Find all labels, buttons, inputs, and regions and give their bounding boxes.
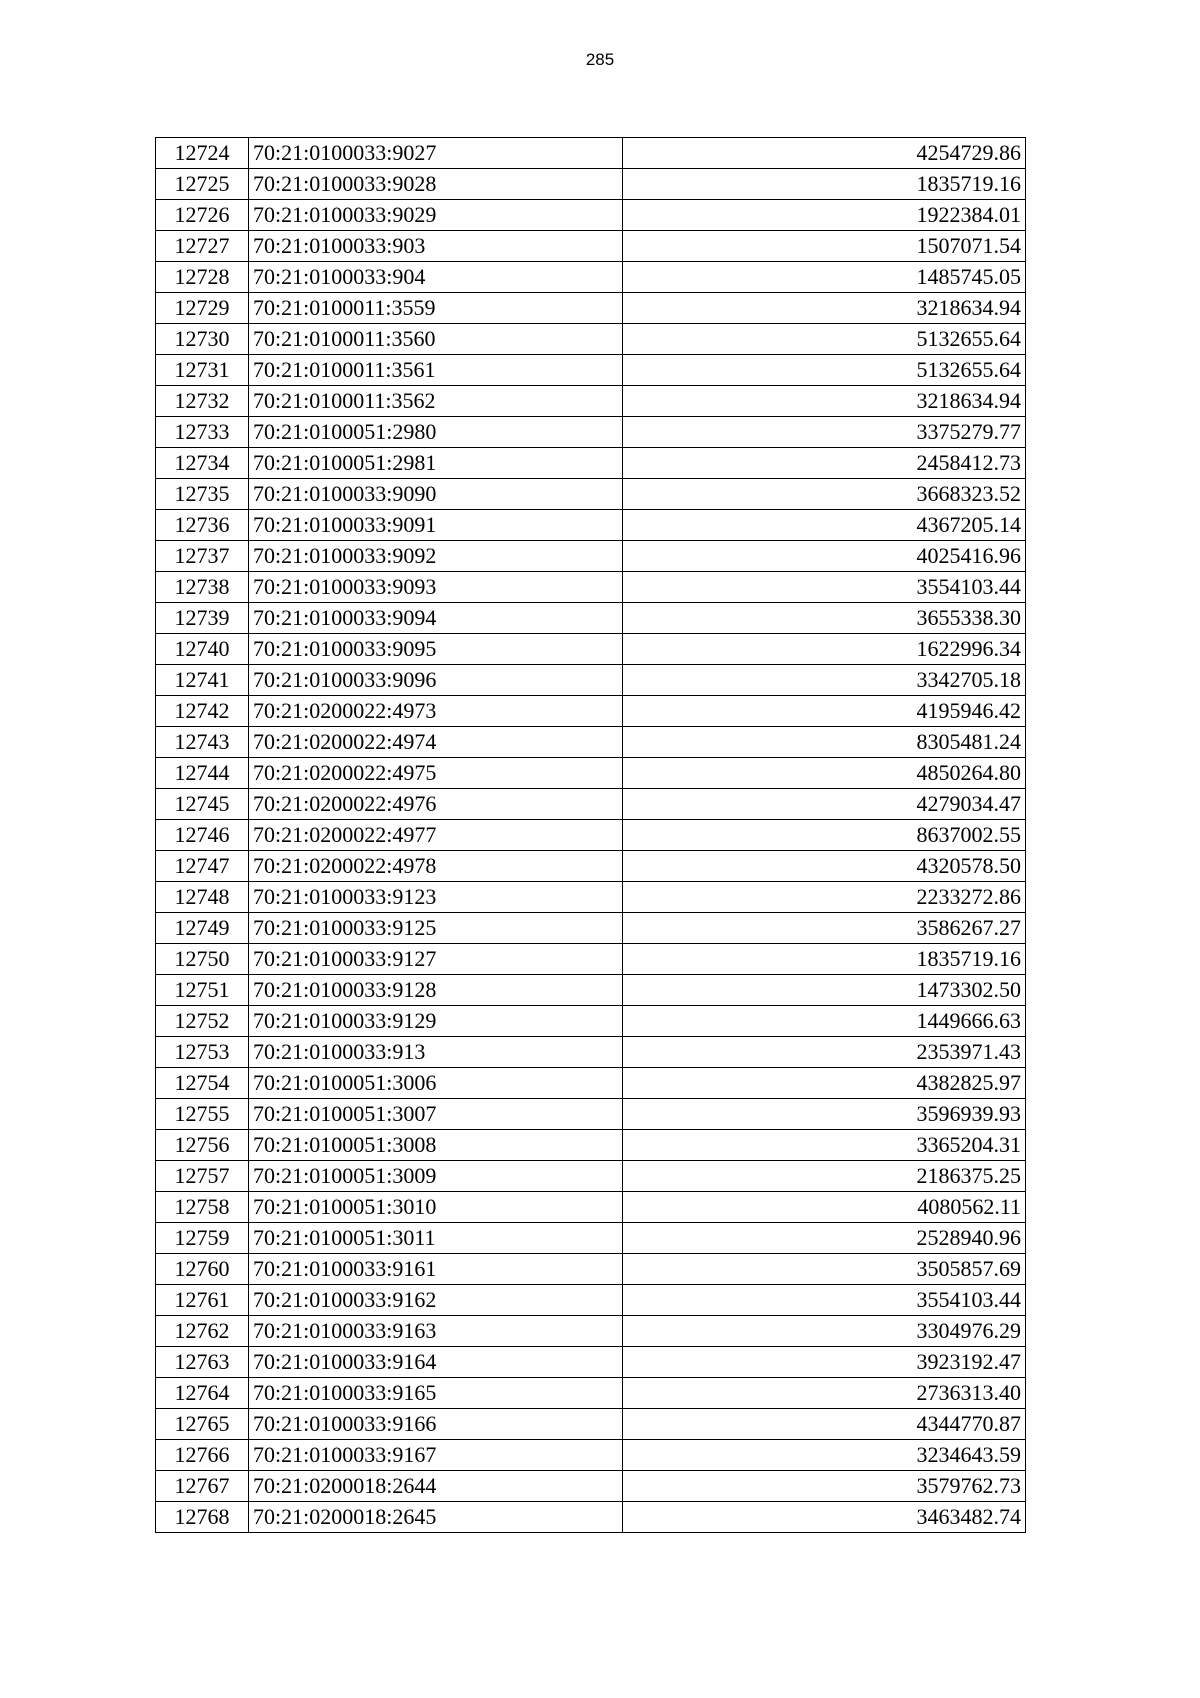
cadastral-number-cell: 70:21:0100051:3011 (249, 1223, 623, 1254)
value-cell: 8637002.55 (623, 820, 1026, 851)
cadastral-number-cell: 70:21:0100051:2981 (249, 448, 623, 479)
value-cell: 3304976.29 (623, 1316, 1026, 1347)
cadastral-number-cell: 70:21:0100033:9093 (249, 572, 623, 603)
table-row (156, 789, 1026, 820)
row-number-cell: 12737 (156, 541, 249, 572)
cadastral-number-cell: 70:21:0100033:9127 (249, 944, 623, 975)
table-row (156, 138, 1026, 169)
cadastral-number-cell: 70:21:0100033:9094 (249, 603, 623, 634)
cadastral-number-cell: 70:21:0200018:2645 (249, 1502, 623, 1533)
value-cell: 4195946.42 (623, 696, 1026, 727)
row-number-cell: 12732 (156, 386, 249, 417)
row-number-cell: 12735 (156, 479, 249, 510)
cadastral-number-cell: 70:21:0100033:9096 (249, 665, 623, 696)
cadastral-number-cell: 70:21:0100033:9091 (249, 510, 623, 541)
row-number-cell: 12729 (156, 293, 249, 324)
table-row (156, 665, 1026, 696)
table-row (156, 324, 1026, 355)
value-cell: 5132655.64 (623, 355, 1026, 386)
cadastral-number-cell: 70:21:0100051:3009 (249, 1161, 623, 1192)
value-cell: 3596939.93 (623, 1099, 1026, 1130)
cadastral-number-cell: 70:21:0100051:3007 (249, 1099, 623, 1130)
value-cell: 2186375.25 (623, 1161, 1026, 1192)
cadastral-number-cell: 70:21:0100011:3559 (249, 293, 623, 324)
table-row (156, 1440, 1026, 1471)
table-row (156, 1409, 1026, 1440)
value-cell: 4344770.87 (623, 1409, 1026, 1440)
value-cell: 3375279.77 (623, 417, 1026, 448)
cadastral-number-cell: 70:21:0100033:9129 (249, 1006, 623, 1037)
row-number-cell: 12725 (156, 169, 249, 200)
page-number: 285 (585, 50, 615, 69)
value-cell: 3463482.74 (623, 1502, 1026, 1533)
value-cell: 3668323.52 (623, 479, 1026, 510)
table-row (156, 1347, 1026, 1378)
value-cell: 8305481.24 (623, 727, 1026, 758)
cadastral-number-cell: 70:21:0100033:9164 (249, 1347, 623, 1378)
row-number-cell: 12739 (156, 603, 249, 634)
cadastral-number-cell: 70:21:0100011:3561 (249, 355, 623, 386)
row-number-cell: 12741 (156, 665, 249, 696)
cadastral-number-cell: 70:21:0100033:913 (249, 1037, 623, 1068)
row-number-cell: 12730 (156, 324, 249, 355)
value-cell: 4320578.50 (623, 851, 1026, 882)
cadastral-number-cell: 70:21:0200022:4976 (249, 789, 623, 820)
table-row (156, 293, 1026, 324)
row-number-cell: 12768 (156, 1502, 249, 1533)
row-number-cell: 12748 (156, 882, 249, 913)
table-row (156, 417, 1026, 448)
row-number-cell: 12747 (156, 851, 249, 882)
value-cell: 3218634.94 (623, 386, 1026, 417)
row-number-cell: 12742 (156, 696, 249, 727)
table-row (156, 820, 1026, 851)
cadastral-number-cell: 70:21:0200022:4978 (249, 851, 623, 882)
table-row (156, 200, 1026, 231)
value-cell: 4025416.96 (623, 541, 1026, 572)
table-row (156, 479, 1026, 510)
cadastral-number-cell: 70:21:0100033:9123 (249, 882, 623, 913)
table-row (156, 696, 1026, 727)
value-cell: 3218634.94 (623, 293, 1026, 324)
cadastral-number-cell: 70:21:0100033:9162 (249, 1285, 623, 1316)
value-cell: 4080562.11 (623, 1192, 1026, 1223)
row-number-cell: 12745 (156, 789, 249, 820)
row-number-cell: 12762 (156, 1316, 249, 1347)
row-number-cell: 12726 (156, 200, 249, 231)
table-row (156, 1471, 1026, 1502)
cadastral-number-cell: 70:21:0100011:3560 (249, 324, 623, 355)
row-number-cell: 12734 (156, 448, 249, 479)
table-row (156, 882, 1026, 913)
value-cell: 3505857.69 (623, 1254, 1026, 1285)
row-number-cell: 12755 (156, 1099, 249, 1130)
cadastral-number-cell: 70:21:0100033:9166 (249, 1409, 623, 1440)
cadastral-number-cell: 70:21:0100033:9027 (249, 138, 623, 169)
cadastral-number-cell: 70:21:0100033:9161 (249, 1254, 623, 1285)
row-number-cell: 12765 (156, 1409, 249, 1440)
value-cell: 3234643.59 (623, 1440, 1026, 1471)
table-row (156, 262, 1026, 293)
table-row (156, 1192, 1026, 1223)
row-number-cell: 12763 (156, 1347, 249, 1378)
cadastral-number-cell: 70:21:0200022:4977 (249, 820, 623, 851)
value-cell: 3554103.44 (623, 572, 1026, 603)
cadastral-number-cell: 70:21:0100011:3562 (249, 386, 623, 417)
cadastral-number-cell: 70:21:0100051:3010 (249, 1192, 623, 1223)
table-row (156, 634, 1026, 665)
row-number-cell: 12728 (156, 262, 249, 293)
row-number-cell: 12736 (156, 510, 249, 541)
row-number-cell: 12749 (156, 913, 249, 944)
table-row (156, 603, 1026, 634)
row-number-cell: 12740 (156, 634, 249, 665)
row-number-cell: 12756 (156, 1130, 249, 1161)
value-cell: 4254729.86 (623, 138, 1026, 169)
value-cell: 2233272.86 (623, 882, 1026, 913)
value-cell: 4382825.97 (623, 1068, 1026, 1099)
value-cell: 1473302.50 (623, 975, 1026, 1006)
cadastral-number-cell: 70:21:0100033:9095 (249, 634, 623, 665)
value-cell: 3655338.30 (623, 603, 1026, 634)
value-cell: 1507071.54 (623, 231, 1026, 262)
cadastral-number-cell: 70:21:0200022:4973 (249, 696, 623, 727)
row-number-cell: 12759 (156, 1223, 249, 1254)
row-number-cell: 12751 (156, 975, 249, 1006)
cadastral-number-cell: 70:21:0100033:9092 (249, 541, 623, 572)
table-row (156, 1130, 1026, 1161)
value-cell: 1922384.01 (623, 200, 1026, 231)
value-cell: 5132655.64 (623, 324, 1026, 355)
row-number-cell: 12754 (156, 1068, 249, 1099)
value-cell: 1485745.05 (623, 262, 1026, 293)
table-row (156, 169, 1026, 200)
row-number-cell: 12766 (156, 1440, 249, 1471)
row-number-cell: 12724 (156, 138, 249, 169)
row-number-cell: 12750 (156, 944, 249, 975)
table-row (156, 231, 1026, 262)
row-number-cell: 12727 (156, 231, 249, 262)
table-row (156, 541, 1026, 572)
row-number-cell: 12767 (156, 1471, 249, 1502)
table-row (156, 355, 1026, 386)
value-cell: 1449666.63 (623, 1006, 1026, 1037)
cadastral-number-cell: 70:21:0100033:9163 (249, 1316, 623, 1347)
table-row (156, 913, 1026, 944)
cadastral-number-cell: 70:21:0200022:4974 (249, 727, 623, 758)
value-cell: 1622996.34 (623, 634, 1026, 665)
cadastral-number-cell: 70:21:0100033:9128 (249, 975, 623, 1006)
table-row (156, 448, 1026, 479)
cadastral-number-cell: 70:21:0100033:9029 (249, 200, 623, 231)
cadastral-number-cell: 70:21:0100051:3006 (249, 1068, 623, 1099)
row-number-cell: 12743 (156, 727, 249, 758)
row-number-cell: 12764 (156, 1378, 249, 1409)
cadastral-number-cell: 70:21:0200018:2644 (249, 1471, 623, 1502)
cadastral-number-cell: 70:21:0100051:2980 (249, 417, 623, 448)
value-cell: 4850264.80 (623, 758, 1026, 789)
row-number-cell: 12738 (156, 572, 249, 603)
cadastral-number-cell: 70:21:0100033:9167 (249, 1440, 623, 1471)
cadastral-number-cell: 70:21:0100033:9028 (249, 169, 623, 200)
value-cell: 3923192.47 (623, 1347, 1026, 1378)
row-number-cell: 12753 (156, 1037, 249, 1068)
row-number-cell: 12731 (156, 355, 249, 386)
value-cell: 3554103.44 (623, 1285, 1026, 1316)
value-cell: 4367205.14 (623, 510, 1026, 541)
row-number-cell: 12746 (156, 820, 249, 851)
value-cell: 2458412.73 (623, 448, 1026, 479)
cadastral-number-cell: 70:21:0100051:3008 (249, 1130, 623, 1161)
value-cell: 2353971.43 (623, 1037, 1026, 1068)
cadastral-number-cell: 70:21:0100033:904 (249, 262, 623, 293)
cadastral-number-cell: 70:21:0200022:4975 (249, 758, 623, 789)
row-number-cell: 12761 (156, 1285, 249, 1316)
cadastral-number-cell: 70:21:0100033:9165 (249, 1378, 623, 1409)
table-row (156, 1316, 1026, 1347)
row-number-cell: 12760 (156, 1254, 249, 1285)
row-number-cell: 12752 (156, 1006, 249, 1037)
value-cell: 3365204.31 (623, 1130, 1026, 1161)
row-number-cell: 12744 (156, 758, 249, 789)
table-row (156, 727, 1026, 758)
table-row (156, 1161, 1026, 1192)
table-row (156, 1285, 1026, 1316)
table-row (156, 1006, 1026, 1037)
table-row (156, 386, 1026, 417)
row-number-cell: 12758 (156, 1192, 249, 1223)
table-row (156, 1223, 1026, 1254)
table-row (156, 758, 1026, 789)
table-row (156, 1502, 1026, 1533)
table-row (156, 1037, 1026, 1068)
value-cell: 2528940.96 (623, 1223, 1026, 1254)
value-cell: 3579762.73 (623, 1471, 1026, 1502)
cadastral-number-cell: 70:21:0100033:903 (249, 231, 623, 262)
table-row (156, 1068, 1026, 1099)
value-cell: 4279034.47 (623, 789, 1026, 820)
cadastral-value-table (155, 137, 1026, 1533)
value-cell: 3586267.27 (623, 913, 1026, 944)
row-number-cell: 12757 (156, 1161, 249, 1192)
table-row (156, 944, 1026, 975)
table-row (156, 1099, 1026, 1130)
table-body (156, 138, 1026, 1533)
table-row (156, 975, 1026, 1006)
cadastral-number-cell: 70:21:0100033:9090 (249, 479, 623, 510)
table-row (156, 510, 1026, 541)
table-row (156, 1378, 1026, 1409)
table-row (156, 572, 1026, 603)
row-number-cell: 12733 (156, 417, 249, 448)
value-cell: 1835719.16 (623, 944, 1026, 975)
value-cell: 2736313.40 (623, 1378, 1026, 1409)
cadastral-number-cell: 70:21:0100033:9125 (249, 913, 623, 944)
table-row (156, 1254, 1026, 1285)
value-cell: 1835719.16 (623, 169, 1026, 200)
table-row (156, 851, 1026, 882)
value-cell: 3342705.18 (623, 665, 1026, 696)
